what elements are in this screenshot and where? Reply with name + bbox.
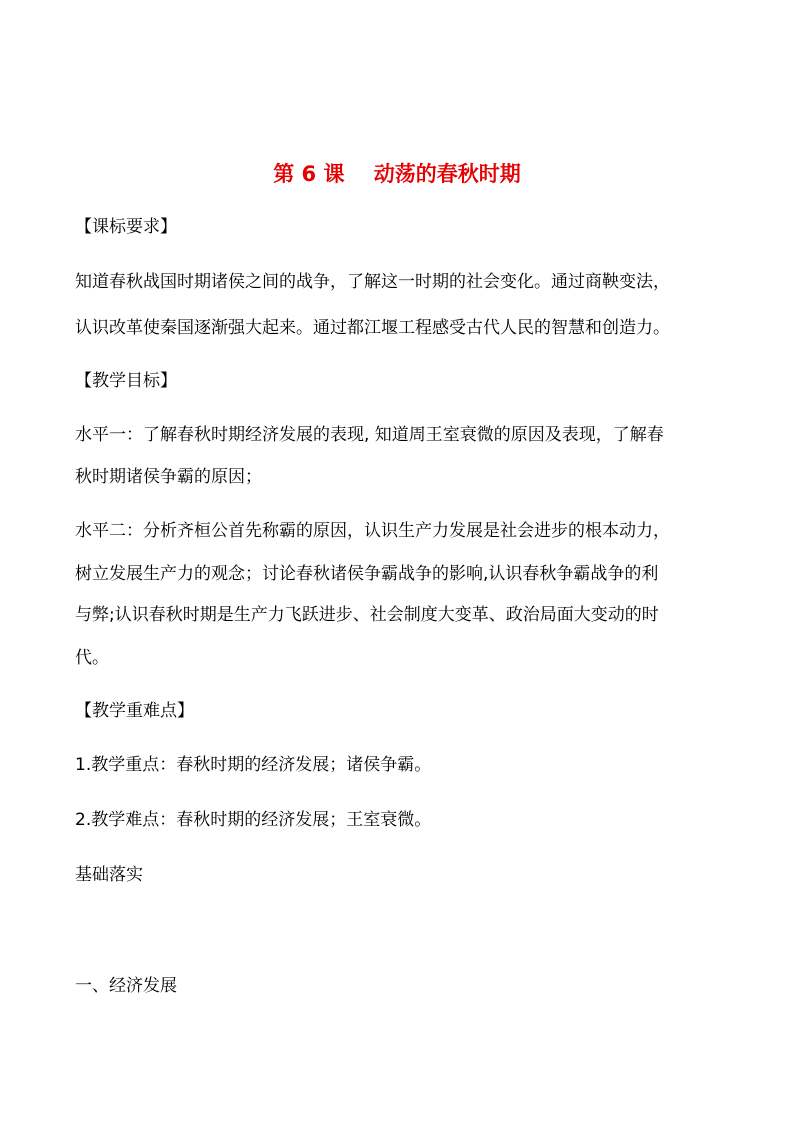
goal-level2-line: 树立发展生产力的观念；讨论春秋诸侯争霸战争的影响,认识春秋争霸战争的利 — [75, 564, 659, 584]
section-heading-curriculum: 【课标要求】 — [75, 217, 177, 237]
keypoint-item: 1.教学重点：春秋时期的经济发展；诸侯争霸。 — [75, 755, 432, 775]
section-heading-keypoints: 【教学重难点】 — [75, 701, 194, 721]
goal-level1-line: 水平一：了解春秋时期经济发展的表现, 知道周王室衰微的原因及表现，了解春 — [75, 425, 664, 445]
goal-level1-line: 秋时期诸侯争霸的原因； — [75, 467, 262, 487]
goal-level2-line: 水平二：分析齐桓公首先称霸的原因，认识生产力发展是社会进步的根本动力， — [75, 521, 670, 541]
goal-level2-line: 代。 — [75, 648, 109, 668]
curriculum-text-line: 知道春秋战国时期诸侯之间的战争，了解这一时期的社会变化。通过商鞅变法， — [75, 272, 670, 292]
lesson-title: 第 6 课 动荡的春秋时期 — [273, 162, 521, 186]
foundation-heading: 基础落实 — [75, 865, 143, 885]
curriculum-text-line: 认识改革使秦国逐渐强大起来。通过都江堰工程感受古代人民的智慧和创造力。 — [75, 318, 670, 338]
section-heading-goals: 【教学目标】 — [75, 371, 177, 391]
goal-level2-line: 与弊;认识春秋时期是生产力飞跃进步、社会制度大变革、政治局面大变动的时 — [75, 605, 659, 625]
section-heading-economy: 一、经济发展 — [75, 976, 177, 996]
keypoint-item: 2.教学难点：春秋时期的经济发展；王室衰微。 — [75, 810, 432, 830]
